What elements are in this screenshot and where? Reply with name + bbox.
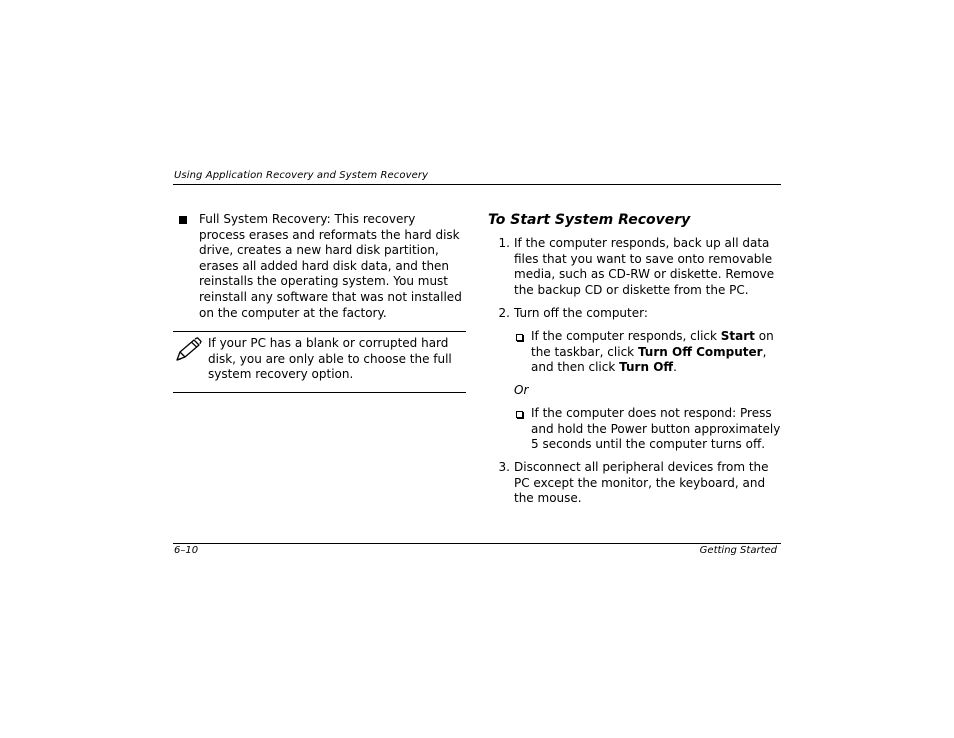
turn-off-command: Turn Off (619, 360, 674, 375)
substep-computer-not-responding: If the computer does not respond: Press and hold the Power button approximately 5 seconds until the computer turns off. (531, 406, 781, 452)
step-3-number: 3. (498, 460, 510, 474)
turn-off-computer-command: Turn Off Computer (637, 344, 763, 359)
step-1-text: If the computer responds, back up all data files that you want to save onto removable media, such as CD-RW or diskette. Remove the backup CD or diskette from the PC. (514, 236, 775, 297)
bullet-square-icon (179, 216, 187, 224)
substep-1-part1: If the computer responds, click (531, 329, 721, 343)
step-2-number: 2. (498, 306, 510, 320)
substep-1-part4: . (673, 360, 677, 375)
section-heading: To Start System Recovery (488, 212, 691, 228)
checkbox-bullet-icon (516, 411, 523, 418)
or-separator: Or (514, 383, 529, 397)
start-command: Start (720, 329, 755, 343)
full-system-recovery-bullet: Full System Recovery: This recovery process erases and reformats the hard disk drive, creates a new hard disk partition, erases all added hard disk data, and then reinstalls the operating system. You must reinstall any software that was not installed on the computer at the factory. (199, 212, 462, 320)
header-rule (173, 184, 781, 185)
note-rule-top (173, 331, 466, 332)
running-header: Using Application Recovery and System Recovery (174, 170, 429, 181)
footer-rule (173, 543, 781, 544)
pencil-note-icon (174, 337, 204, 363)
step-1-number: 1. (498, 236, 510, 250)
substep-1-part2: on the taskbar, click (531, 329, 774, 359)
note-text: If your PC has a blank or corrupted hard disk, you are only able to choose the full system recovery option. (208, 336, 452, 382)
step-2-text: Turn off the computer: (514, 306, 648, 320)
page-number: 6–10 (174, 545, 199, 556)
step-3-text: Disconnect all peripheral devices from the PC except the monitor, the keyboard, and the mouse. (514, 460, 769, 506)
checkbox-bullet-icon (516, 334, 523, 341)
note-rule-bottom (173, 392, 466, 393)
substep-1-part3: , and then click (531, 344, 767, 375)
substep-computer-responds (531, 329, 781, 376)
book-title: Getting Started (699, 545, 777, 556)
